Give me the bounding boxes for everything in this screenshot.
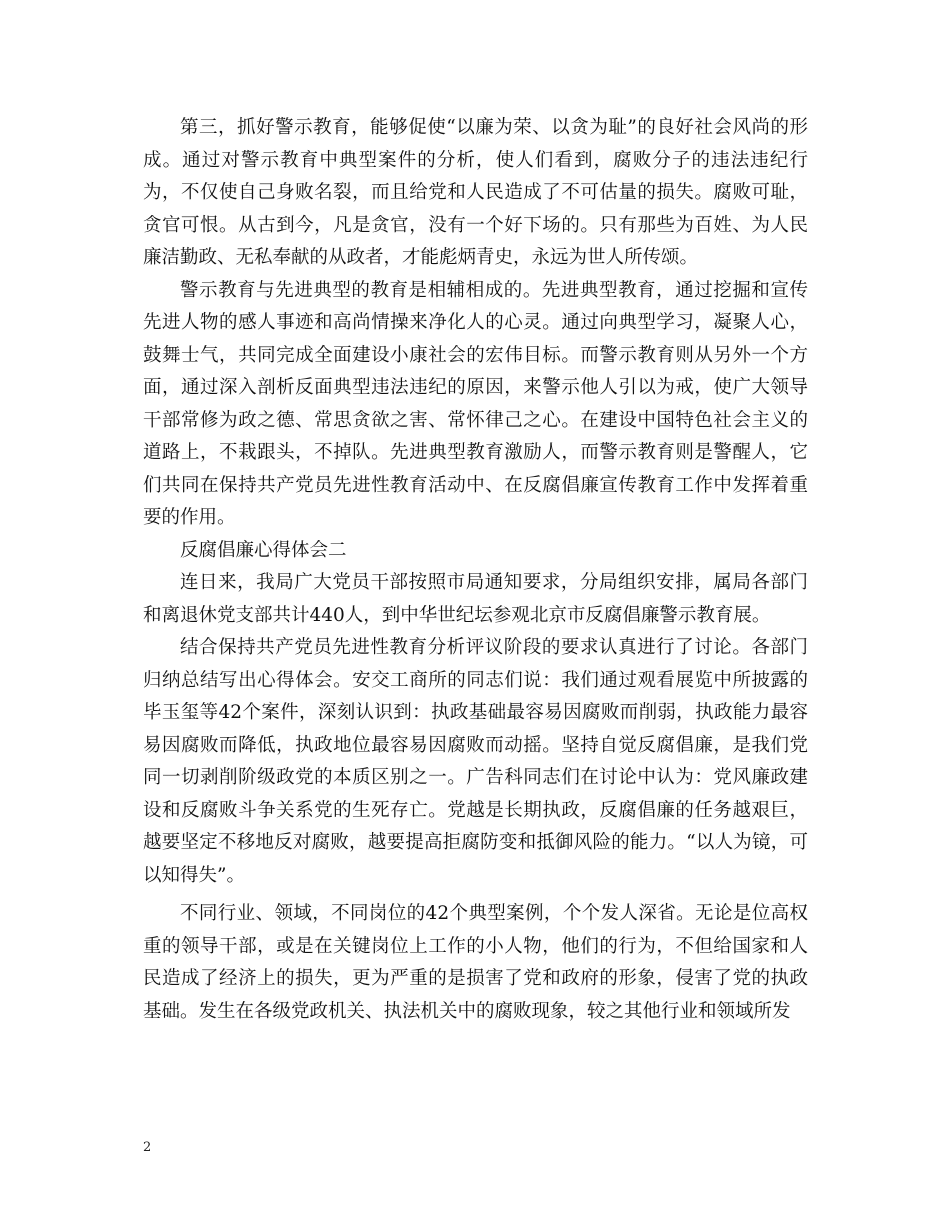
paragraph-warning-and-model-education: 警示教育与先进典型的教育是相辅相成的。先进典型教育，通过挖掘和宣传先进人物的感人事迹和高尚情操来净化人的心灵。通过向典型学习，凝聚人心，鼓舞士气，共同完成全面建设小康社会的宏伟目标。而警示教育则从另外一个方面，通过深入剖析反面典型违法违纪的原因，来警示他人引以为戒，使广大领导干部常修为政之德、常思贪欲之害、常怀律己之心。在建设中国特色社会主义的道路上，不栽跟头，不掉队。先进典型教育激励人，而警示教育则是警醒人，它们共同在保持共产党员先进性教育活动中、在反腐倡廉宣传教育工作中发挥着重要的作用。 bbox=[143, 279, 808, 528]
page-number: 2 bbox=[143, 1140, 152, 1155]
document-body bbox=[143, 112, 808, 1028]
paragraph-exhibition-visit: 连日来，我局广大党员干部按照市局通知要求，分局组织安排，属局各部门和离退休党支部共计440人，到中华世纪坛参观北京市反腐倡廉警示教育展。 bbox=[143, 572, 808, 626]
paragraph-warning-education: 第三，抓好警示教育，能够促使“以廉为荣、以贪为耻”的良好社会风尚的形成。通过对警示教育中典型案件的分析，使人们看到，腐败分子的违法违纪行为，不仅使自己身败名裂，而且给党和人民造成了不可估量的损失。腐败可耻，贪官可恨。从古到今，凡是贪官，没有一个好下场的。只有那些为百姓、为人民廉洁勤政、无私奉献的从政者，才能彪炳青史，永远为世人所传颂。 bbox=[143, 117, 808, 268]
section-heading: 反腐倡廉心得体会二 bbox=[180, 539, 347, 561]
paragraph-discussion-summary: 结合保持共产党员先进性教育分析评议阶段的要求认真进行了讨论。各部门归纳总结写出心得体会。安交工商所的同志们说：我们通过观看展览中所披露的毕玉玺等42个案件，深刻认识到：执政基础最容易因腐败而削弱，执政能力最容易因腐败而降低，执政地位最容易因腐败而动摇。坚持自觉反腐倡廉，是我们党同一切剥削阶级政党的本质区别之一。广告科同志们在讨论中认为：党风廉政建设和反腐败斗争关系党的生死存亡。党越是长期执政，反腐倡廉的任务越艰巨，越要坚定不移地反对腐败，越要提高拒腐防变和抵御风险的能力。“以人为镜，可以知得失”。 bbox=[143, 637, 808, 886]
paragraph-case-analysis: 不同行业、领域，不同岗位的42个典型案例，个个发人深省。无论是位高权重的领导干部，或是在关键岗位上工作的小人物，他们的行为，不但给国家和人民造成了经济上的损失，更为严重的是损害了党和政府的形象，侵害了党的执政基础。发生在各级党政机关、执法机关中的腐败现象，较之其他行业和领域所发 bbox=[143, 903, 808, 1022]
